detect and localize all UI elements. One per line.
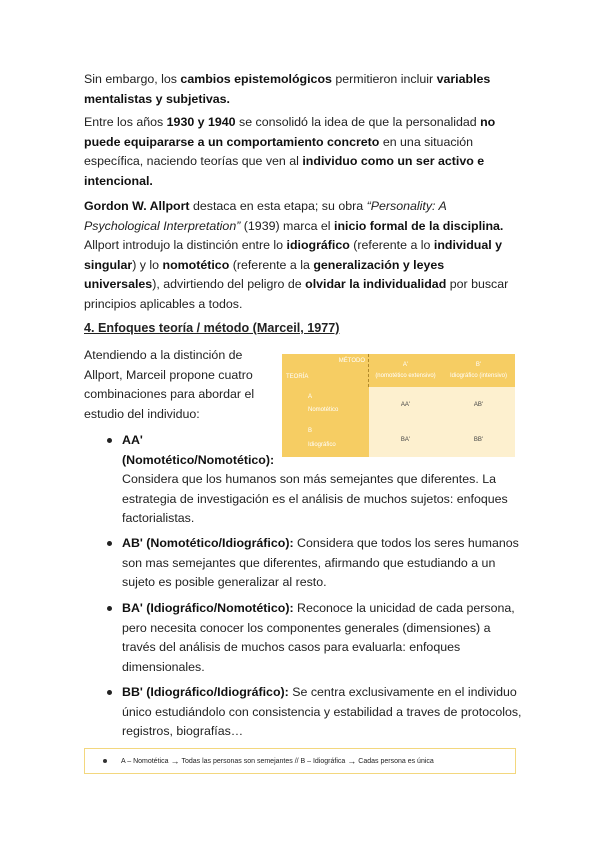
table-cell-bb: BB' bbox=[442, 422, 515, 457]
header-teoria: TEORÍA bbox=[286, 374, 309, 380]
bullet-dot bbox=[107, 606, 112, 611]
list-item-aa: AA' (Nomotético/Nomotético): Considera que los humanos son más semejantes que diferentes. La estrategia de investigación es el análisis de muchos sujetos: enfoques factorialistas. bbox=[122, 431, 522, 529]
paragraph-epistemological: Sin embargo, los cambios epistemológicos permitieron incluir variables mentalistas y subjetivas. bbox=[84, 72, 491, 106]
table-cell-aa: AA' bbox=[369, 387, 442, 422]
paragraph-allport: Gordon W. Allport destaca en esta etapa; su obra “Personality: A Psychological Interpretation” (1939) marca el inicio formal de la disciplina. Allport introdujo la distinción entre lo idiográfico (referente a lo individual y singular) y lo nomotético (referente a la generalización y leyes universales), advirtiendo del peligro de olvidar la individualidad por buscar principios aplicables a todos. bbox=[84, 199, 509, 311]
table-cell-ba: BA' bbox=[369, 422, 442, 457]
bullet-dot bbox=[107, 690, 112, 695]
list-item-ab: AB' (Nomotético/Idiográfico): Considera que todos los seres humanos son mas semejantes que diferentes, afirmando que estudiando a un sujeto es posible generalizar al resto. bbox=[122, 534, 522, 593]
intro-paragraph: Atendiendo a la distinción de Allport, Marceil propone cuatro combinaciones para abordar el estudio del individuo: bbox=[84, 348, 255, 421]
table-row-b: B Idiográfico bbox=[282, 422, 369, 457]
arrow-right-icon: → bbox=[347, 756, 357, 766]
summary-note: A – Nomotética → Todas las personas son semejantes // B – Idiográfica → Cadas persona es única bbox=[84, 748, 516, 774]
paragraph-1930-1940: Entre los años 1930 y 1940 se consolidó la idea de que la personalidad no puede equipararse a un comportamiento concreto en una situación específica, naciendo teorías que ven al individuo como un ser activo e intencional. bbox=[84, 115, 496, 188]
bullet-dot bbox=[107, 541, 112, 546]
table-col-a: A' (nomotético extensivo) bbox=[369, 354, 442, 387]
list-item-bb: BB' (Idiográfico/Idiográfico): Se centra exclusivamente en el individuo único estudiándolo con consistencia y estabilidad a traves de protocolos, registros, biografías… bbox=[122, 683, 522, 742]
table-row-a: A Nomotético bbox=[282, 387, 369, 422]
list-item-ba: BA' (Idiográfico/Nomotético): Reconoce la unicidad de cada persona, pero necesita conocer los componentes generales (dimensiones) a través del análisis de muchos casos para evaluarla: enfoques dimensionales. bbox=[122, 599, 522, 677]
section-heading: 4. Enfoques teoría / método (Marceil, 1977) bbox=[84, 321, 340, 335]
header-metodo: MÉTODO bbox=[338, 358, 365, 364]
table-col-b: B' Idiográfico (intensivo) bbox=[442, 354, 515, 387]
arrow-right-icon: → bbox=[170, 756, 180, 766]
table-header-corner bbox=[282, 354, 369, 387]
bullet-dot bbox=[103, 759, 107, 763]
bullet-dot bbox=[107, 438, 112, 443]
table-cell-ab: AB' bbox=[442, 387, 515, 422]
